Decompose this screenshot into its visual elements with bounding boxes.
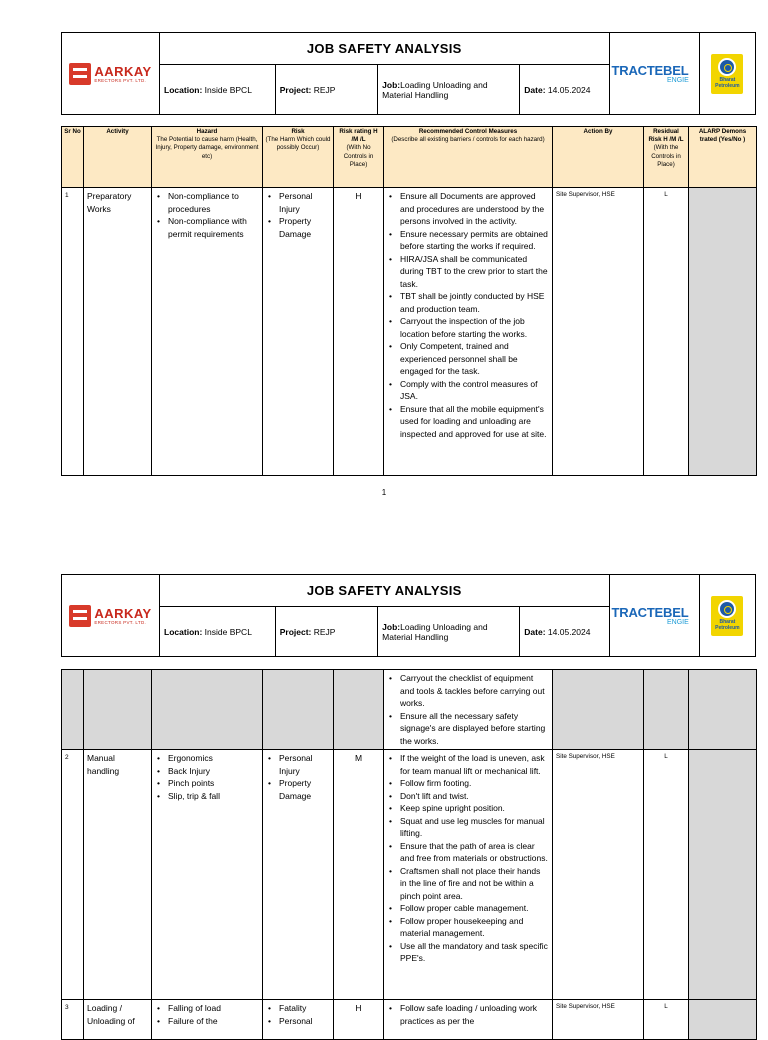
bullet-item: • Ensure all Documents are approved and procedures are understood by the persons involved in the activity.	[387, 190, 549, 228]
row-risks	[263, 670, 334, 750]
col-activity: Activity	[84, 127, 152, 188]
row-alarp	[689, 750, 757, 1000]
row-hazards	[152, 750, 263, 1000]
bullet-item: • Personal Injury	[266, 190, 330, 215]
date-cell: Date: 14.05.2024	[520, 65, 609, 115]
tractebel-text: TRACTEBEL	[611, 62, 689, 78]
bullet-item: • Ensure all the necessary safety signage's are displayed before starting the works.	[387, 710, 549, 748]
bullet-item: • Slip, trip & fall	[155, 790, 259, 803]
bullet-item: • Squat and use leg muscles for manual lifting.	[387, 815, 549, 840]
tractebel-text: TRACTEBEL	[611, 604, 689, 620]
row-residual: L	[644, 750, 689, 1000]
company-name: AARKAY	[94, 605, 152, 621]
row-hazards	[152, 188, 263, 476]
header-table-page-2	[61, 574, 756, 657]
bullet-item: • Keep spine upright position.	[387, 802, 549, 815]
row-sr	[62, 670, 84, 750]
engie-text: ENGIE	[666, 618, 689, 626]
row-action-by: Site Supervisor, HSE	[553, 188, 644, 476]
company-name: AARKAY	[94, 63, 152, 79]
row-measures	[384, 188, 553, 476]
bullet-item: • Carryout the checklist of equipment and tools & tackles before carrying out works.	[387, 672, 549, 710]
row-action-by: Site Supervisor, HSE	[553, 1000, 644, 1040]
bp-emblem-icon	[718, 600, 736, 618]
row-sr: 3	[62, 1000, 84, 1040]
bullet-item: • Only Competent, trained and experienced personnel shall be engaged for the task.	[387, 340, 549, 378]
col-sr: Sr No	[62, 127, 84, 188]
bullet-item: • Fatality	[266, 1002, 330, 1015]
row-measures	[384, 750, 553, 1000]
bullet-item: • Property Damage	[266, 215, 330, 240]
bp-text: Bharat Petroleum	[715, 77, 740, 89]
row-sr: 1	[62, 188, 84, 476]
col-alarp: ALARP Demons trated (Yes/No )	[689, 127, 757, 188]
aarkay-logo	[62, 33, 160, 115]
bullet-item: • Pinch points	[155, 777, 259, 790]
page-title: JOB SAFETY ANALYSIS	[160, 33, 609, 65]
page-title: JOB SAFETY ANALYSIS	[160, 575, 609, 607]
aarkay-logo	[62, 575, 160, 657]
col-risk-rating: Risk rating H /M /L (With No Controls in Place)	[334, 127, 384, 188]
company-sub: ERECTORS PVT. LTD.	[94, 77, 147, 83]
bullet-item: • Follow safe loading / unloading work practices as per the	[387, 1002, 549, 1027]
bullet-item: • Follow firm footing.	[387, 777, 549, 790]
row-activity: Manual handling	[84, 750, 152, 1000]
row-activity: Preparatory Works	[84, 188, 152, 476]
bullet-item: • Use all the mandatory and task specific PPE's.	[387, 940, 549, 965]
jsa-table-page-2	[61, 669, 757, 1040]
row-sr: 2	[62, 750, 84, 1000]
location-cell: Location: Inside BPCL	[160, 607, 276, 657]
row-measures	[384, 670, 553, 750]
row-risk-rating: H	[334, 1000, 384, 1040]
row-activity: Loading / Unloading of	[84, 1000, 152, 1040]
bullet-item: • Personal	[266, 1015, 330, 1028]
row-residual: L	[644, 1000, 689, 1040]
col-residual-risk: Residual Risk H /M /L (With the Controls in Place)	[644, 127, 689, 188]
bullet-item: • Follow proper housekeeping and material management.	[387, 915, 549, 940]
bullet-item: • Non-compliance to procedures	[155, 190, 259, 215]
location-cell: Location: Inside BPCL	[160, 65, 276, 115]
row-measures	[384, 1000, 553, 1040]
bullet-item: • Follow proper cable management.	[387, 902, 549, 915]
bullet-item: • Carryout the inspection of the job location before starting the works.	[387, 315, 549, 340]
job-cell: Job:Loading Unloading and Material Handling	[378, 65, 520, 115]
bullet-item: • HIRA/JSA shall be communicated during TBT to the crew prior to start the task.	[387, 253, 549, 291]
col-risk: Risk (The Harm Which could possibly Occur)	[263, 127, 334, 188]
col-action-by: Action By	[553, 127, 644, 188]
aarkay-logo-icon	[69, 605, 91, 627]
tractebel-logo	[609, 575, 699, 657]
bullet-item: • TBT shall be jointly conducted by HSE and production team.	[387, 290, 549, 315]
bharat-petroleum-logo	[699, 33, 755, 115]
tractebel-logo	[609, 33, 699, 115]
row-alarp	[689, 670, 757, 750]
bullet-item: • Comply with the control measures of JSA.	[387, 378, 549, 403]
column-header-row	[62, 127, 757, 188]
bullet-item: • If the weight of the load is uneven, ask for team manual lift or mechanical lift.	[387, 752, 549, 777]
bullet-item: • Craftsmen shall not place their hands in the line of fire and not be within a pinch point area.	[387, 865, 549, 903]
col-hazard: Hazard The Potential to cause harm (Health, Injury, Property damage, environment etc)	[152, 127, 263, 188]
bullet-item: • Non-compliance with permit requirements	[155, 215, 259, 240]
bharat-petroleum-logo	[699, 575, 755, 657]
bullet-item: • Ensure that all the mobile equipment's used for loading and unloading are inspected and approved for use at site.	[387, 403, 549, 441]
row-hazards	[152, 670, 263, 750]
bullet-item: • Don't lift and twist.	[387, 790, 549, 803]
bullet-item: • Failure of the	[155, 1015, 259, 1028]
row-residual	[644, 670, 689, 750]
row-activity	[84, 670, 152, 750]
row-risks	[263, 1000, 334, 1040]
bullet-item: • Back Injury	[155, 765, 259, 778]
table-row	[62, 1000, 757, 1040]
company-sub: ERECTORS PVT. LTD.	[94, 619, 147, 625]
row-risks	[263, 750, 334, 1000]
table-row	[62, 670, 757, 750]
date-cell: Date: 14.05.2024	[520, 607, 609, 657]
table-row	[62, 188, 757, 476]
row-alarp	[689, 188, 757, 476]
project-cell: Project: REJP	[275, 65, 377, 115]
row-risks	[263, 188, 334, 476]
bullet-item: • Ensure necessary permits are obtained before starting the works if required.	[387, 228, 549, 253]
aarkay-logo-icon	[69, 63, 91, 85]
bp-text: Bharat Petroleum	[715, 619, 740, 631]
row-hazards	[152, 1000, 263, 1040]
row-risk-rating	[334, 670, 384, 750]
row-risk-rating: H	[334, 188, 384, 476]
page-number: 1	[381, 488, 387, 497]
bullet-item: • Falling of load	[155, 1002, 259, 1015]
bullet-item: • Ensure that the path of area is clear and free from materials or obstructions.	[387, 840, 549, 865]
bullet-item: • Property Damage	[266, 777, 330, 802]
col-control-measures: Recommended Control Measures (Describe all existing barriers / controls for each hazard)	[384, 127, 553, 188]
row-action-by	[553, 670, 644, 750]
jsa-table-page-1	[61, 126, 757, 476]
bp-emblem-icon	[718, 58, 736, 76]
row-action-by: Site Supervisor, HSE	[553, 750, 644, 1000]
bullet-item: • Ergonomics	[155, 752, 259, 765]
job-cell: Job:Loading Unloading and Material Handling	[378, 607, 520, 657]
project-cell: Project: REJP	[275, 607, 377, 657]
row-residual: L	[644, 188, 689, 476]
table-row	[62, 750, 757, 1000]
engie-text: ENGIE	[666, 76, 689, 84]
row-alarp	[689, 1000, 757, 1040]
bullet-item: • Personal Injury	[266, 752, 330, 777]
header-table-page-1	[61, 32, 756, 115]
row-risk-rating: M	[334, 750, 384, 1000]
